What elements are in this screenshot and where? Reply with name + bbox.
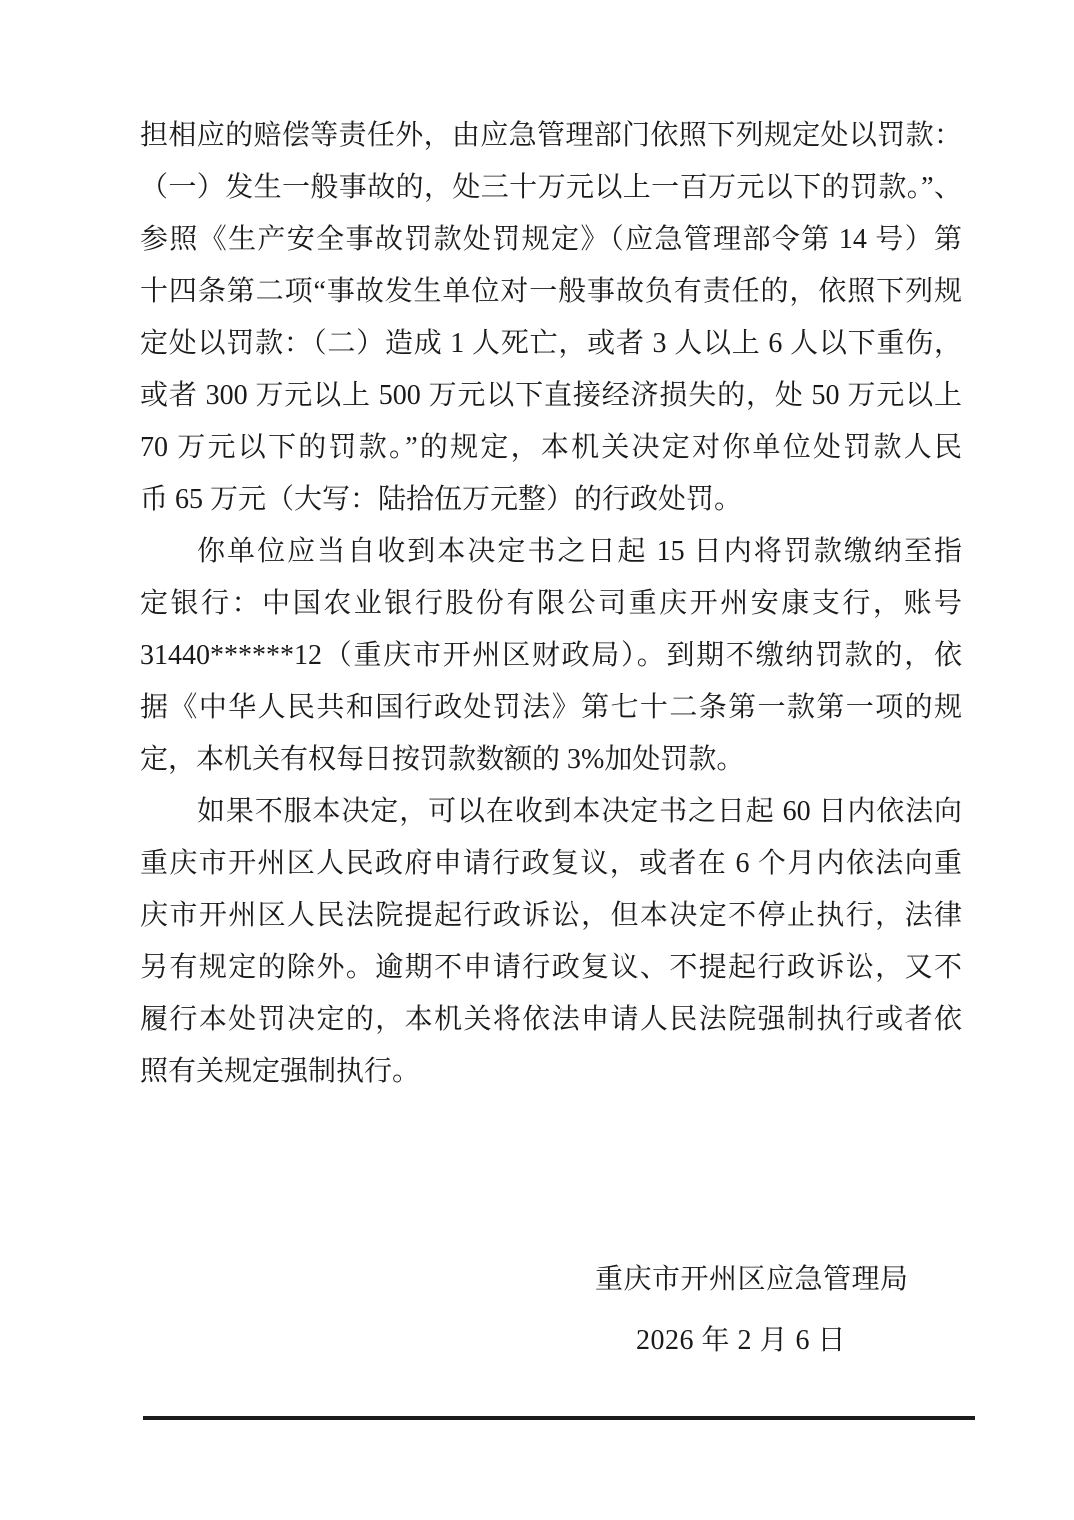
body-line: 70 万元以下的罚款。”的规定，本机关决定对你单位处罚款人民	[140, 432, 962, 463]
body-line: 另有规定的除外。逾期不申请行政复议、不提起行政诉讼，又不	[140, 952, 962, 983]
body-line paragraph-end: 币 65 万元（大写：陆拾伍万元整）的行政处罚。	[140, 484, 743, 515]
body-line: 定处以罚款：（二）造成 1 人死亡，或者 3 人以上 6 人以下重伤，	[140, 328, 962, 359]
body-line: 担相应的赔偿等责任外，由应急管理部门依照下列规定处以罚款：	[140, 120, 962, 151]
body-line: 定银行：中国农业银行股份有限公司重庆开州安康支行，账号	[140, 588, 962, 619]
body-line paragraph-start: 你单位应当自收到本决定书之日起 15 日内将罚款缴纳至指	[197, 536, 962, 567]
body-line: 庆市开州区人民法院提起行政诉讼，但本决定不停止执行，法律	[140, 900, 962, 931]
body-line: 履行本处罚决定的，本机关将依法申请人民法院强制执行或者依	[140, 1004, 962, 1035]
document-body	[140, 110, 962, 1098]
signature-date: 2026 年 2 月 6 日	[636, 1325, 847, 1356]
body-line: 十四条第二项“事故发生单位对一般事故负有责任的，依照下列规	[140, 276, 962, 307]
body-line: 参照《生产安全事故罚款处罚规定》（应急管理部令第 14 号）第	[140, 224, 962, 255]
body-line: （一）发生一般事故的，处三十万元以上一百万元以下的罚款。”、	[140, 172, 962, 203]
body-line paragraph-end: 定，本机关有权每日按罚款数额的 3%加处罚款。	[140, 744, 745, 775]
body-line paragraph-end: 照有关规定强制执行。	[140, 1056, 421, 1087]
body-line: 重庆市开州区人民政府申请行政复议，或者在 6 个月内依法向重	[140, 848, 962, 879]
signature-agency: 重庆市开州区应急管理局	[595, 1264, 909, 1295]
footer-divider	[143, 1416, 975, 1420]
body-line paragraph-start: 如果不服本决定，可以在收到本决定书之日起 60 日内依法向	[197, 796, 962, 827]
body-line: 31440******12（重庆市开州区财政局）。到期不缴纳罚款的，依	[140, 640, 962, 671]
body-line: 据《中华人民共和国行政处罚法》第七十二条第一款第一项的规	[140, 692, 962, 723]
body-line: 或者 300 万元以上 500 万元以下直接经济损失的，处 50 万元以上	[140, 380, 962, 411]
